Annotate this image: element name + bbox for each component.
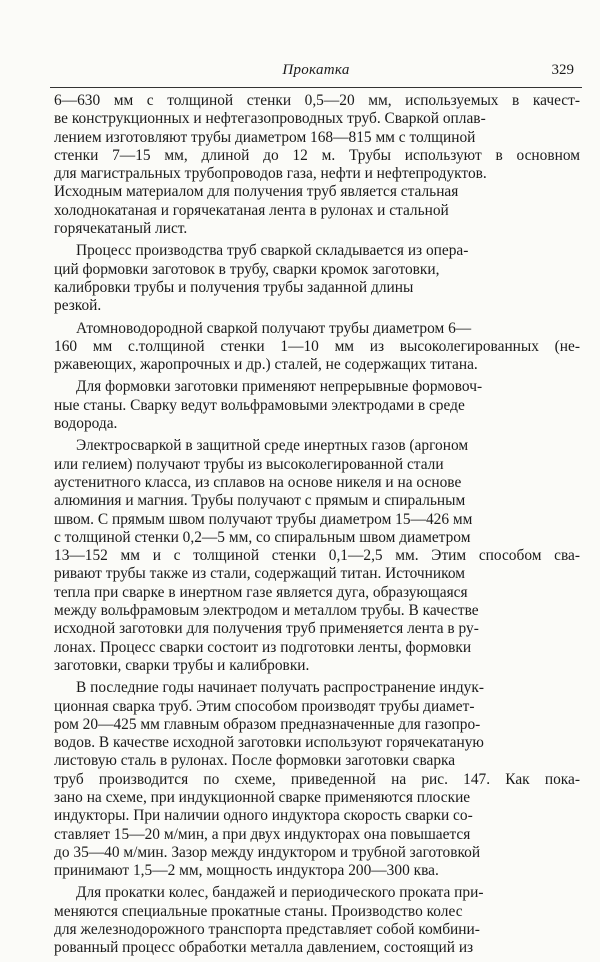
text-line: до 35—40 м/мин. Зазор между индуктором и трубной заготовкой (54, 843, 481, 861)
paragraph (54, 884, 580, 957)
header-rule (50, 87, 582, 88)
text-line: горячекатаный лист. (54, 220, 188, 238)
text-line: заготовки, сварки трубы и калибровки. (54, 656, 310, 674)
page-number: 329 (551, 62, 574, 78)
text-line: аустенитного класса, из сплавов на основе никеля и на основе (54, 473, 462, 491)
text-line: резкой. (54, 297, 102, 315)
text-line: Исходным материалом для получения труб является стальная (54, 183, 459, 201)
text-line: труб производится по схеме, приведенной на рис. 147. Как пока- (54, 770, 580, 788)
text-line: ром 20—425 мм главным образом предназначенные для газопро- (54, 715, 481, 733)
text-line: листовую сталь в рулонах. После формовки заготовки сварка (54, 752, 456, 770)
text-line: тепла при сварке в инертном газе является дуга, образующаяся (54, 583, 468, 601)
text-line: ржавеющих, жаропрочных и др.) сталей, не содержащих титана. (54, 356, 478, 374)
text-line: для магистральных трубопроводов газа, нефти и нефтепродуктов. (54, 165, 487, 183)
text-line: с толщиной стенки 0,2—5 мм, со спиральным швом диаметром (54, 528, 471, 546)
text-line: Атомноводородной сваркой получают трубы диаметром 6— (76, 319, 472, 337)
text-line: алюминия и магния. Трубы получают с прямым и спиральным (54, 492, 466, 510)
text-line: ве конструкционных и нефтегазопроводных труб. Сваркой оплав- (54, 110, 486, 128)
text-line: ривают трубы также из стали, содержащий титан. Источником (54, 565, 465, 583)
text-line: Для формовки заготовки применяют непрерывные формовоч- (76, 378, 483, 396)
text-line: 6—630 мм с толщиной стенки 0,5—20 мм, используемых в качест- (54, 92, 580, 109)
paragraph (54, 320, 580, 375)
paragraph (54, 679, 580, 880)
text-line: ные станы. Сварку ведут вольфрамовыми электродами в среде (54, 396, 465, 414)
text-line: водов. В качестве исходной заготовки используют горячекатаную (54, 734, 484, 752)
text-line: водорода. (54, 415, 118, 433)
text-line: исходной заготовки для получения труб применяется лента в ру- (54, 620, 479, 638)
text-line: ций формовки заготовок в трубу, сварки кромок заготовки, (54, 260, 440, 278)
text-line: швом. С прямым швом получают трубы диаметром 15—426 мм (54, 510, 473, 528)
text-line: Для прокатки колес, бандажей и периодического проката при- (76, 884, 484, 902)
text-line: индукторы. При наличии одного индуктора скорость сварки со- (54, 807, 473, 825)
paragraph (54, 437, 580, 675)
text-line: зано на схеме, при индукционной сварке применяются плоские (54, 788, 471, 806)
text-line: В последние годы начинает получать распространение индук- (76, 679, 484, 697)
text-line: холоднокатаная и горячекатаная лента в рулонах и стальной (54, 201, 449, 219)
text-line: или гелием) получают трубы из высоколегированной стали (54, 455, 444, 473)
text-line: 160 мм с.толщиной стенки 1—10 мм из высоколегированных (не- (54, 337, 580, 355)
text-line: Электросваркой в защитной среде инертных газов (аргоном (76, 437, 469, 455)
text-line: меняются специальные прокатные станы. Производство колес (54, 902, 463, 920)
text-line: ставляет 15—20 м/мин, а при двух индукторах она повышается (54, 825, 471, 843)
text-line: стенки 7—15 мм, длиной до 12 м. Трубы используют в основном (54, 146, 580, 164)
text-line: калибровки трубы и получения трубы заданной длины (54, 278, 414, 296)
text-line: ционная сварка труб. Этим способом производят трубы диамет- (54, 697, 475, 715)
text-line: для железнодорожного транспорта представляет собой комбини- (54, 921, 480, 939)
paragraph (54, 378, 580, 433)
text-line: между вольфрамовым электродом и металлом трубы. В качестве (54, 602, 479, 620)
paragraph (54, 242, 580, 315)
running-head (56, 62, 576, 82)
text-line: Процесс производства труб сваркой складывается из опера- (76, 242, 469, 260)
text-line: принимают 1,5—2 мм, мощность индуктора 200—300 ква. (54, 862, 439, 880)
text-line: лением изготовляют трубы диаметром 168—815 мм с толщиной (54, 128, 476, 146)
text-line: рованный процесс обработки металла давлением, состоящий из (54, 939, 474, 957)
body-text (54, 92, 580, 962)
text-line: лонах. Процесс сварки состоит из подготовки ленты, формовки (54, 638, 472, 656)
paragraph (54, 92, 580, 238)
running-title: Прокатка (282, 62, 350, 78)
text-line: 13—152 мм и с толщиной стенки 0,1—2,5 мм. Этим способом сва- (54, 547, 580, 565)
